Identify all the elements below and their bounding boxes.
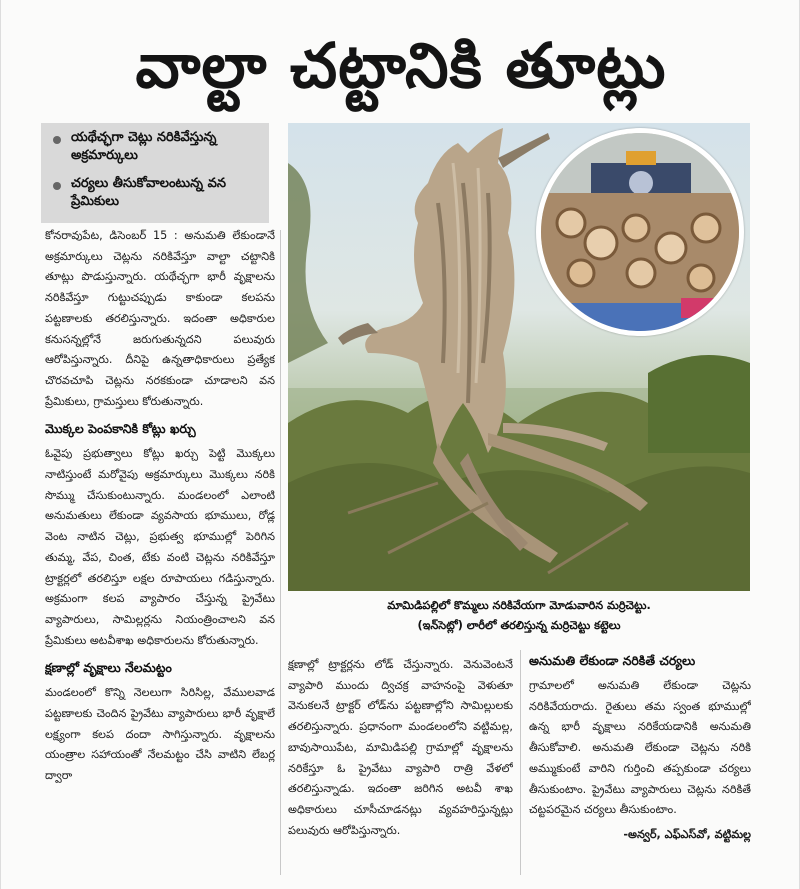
byline: -అన్వర్, ఎఫ్‌ఎస్‌వో, వట్టిమల్ల (623, 827, 751, 841)
column-divider (520, 650, 521, 875)
bullet-icon (53, 182, 61, 190)
caption-line: మామిడిపల్లిలో కొమ్మలు నరికివేయగా మోడువారిన మర్రిచెట్టు. (387, 599, 651, 612)
article-column-2 (288, 655, 513, 875)
section-body: గ్రామాలలో అనుమతి లేకుండా చెట్లను నరికివేయరాదు. రైతులు తమ స్వంత భూముల్లో ఉన్న భారీ వృక్షాలు నరికేయడానికి అనుమతి తీసుకోవాలి. అనుమతి లేకుండా చెట్లను నరికి అమ్ముకుంటే వారిని గుర్తించి తప్పకుండా చర్యలు తీసుకుంటాం. ప్రైవేటు వ్యాపారులు చెట్లను నరికితే చట్టపరమైన చర్యలు తీసుకుంటాం. (529, 679, 751, 817)
photo-caption (288, 596, 750, 636)
section-heading: అనుమతి లేకుండా నరికితే చర్యలు (529, 653, 696, 668)
logs-inset-photo (536, 128, 744, 336)
section-body: మండలంలో కొన్ని నెలలుగా సిరిసిల్ల, వేములవాడ పట్టణాలకు చెందిన ప్రైవేటు వ్యాపారులు భారీ వృక్షాలే లక్ష్యంగా కలప దందా సాగిస్తున్నారు. వృక్షాలను యంత్రాల సహాయంతో నేలమట్టం చేసి వాటిని లేబర్ల ద్వారా (45, 686, 275, 783)
column-divider (280, 230, 281, 875)
logs-illustration (541, 133, 739, 331)
bullet-icon (53, 136, 61, 144)
intro-paragraph: కోనరావుపేట, డిసెంబర్ 15 : అనుమతి లేకుండానే అక్రమార్కులు చెట్లను నరికివేస్తూ వాల్టా చట్టానికి తూట్లు పొడుస్తున్నారు. యథేచ్ఛగా భారీ వృక్షాలను నరికివేస్తూ గుట్టుచప్పుడు కాకుండా కలపను పట్టణాలకు తరలిస్తున్నారు. ఇదంతా అధికారుల కనుసన్నల్లోనే జరుగుతున్నదని పలువురు ఆరోపిస్తున్నారు. దీనిపై ఉన్నతాధికారులు ప్రత్యేక చొరవచూపి చెట్లను నరకకుండా చూడాలని వన ప్రేమికులు, గ్రామస్తులు కోరుతున్నారు. (45, 229, 275, 408)
section-heading: క్షణాల్లో వృక్షాలు నేలమట్టం (45, 660, 172, 676)
highlight-text: చర్యలు తీసుకోవాలంటున్న వన ప్రేమికులు (71, 176, 226, 209)
highlight-item (49, 129, 261, 165)
section-heading: మొక్కల పెంపకానికి కోట్లు ఖర్చు (45, 421, 196, 437)
highlight-text: యథేచ్ఛగా చెట్లు నరికివేస్తున్న అక్రమార్కులు (71, 130, 217, 163)
article-column-3 (529, 650, 751, 880)
headline: వాల్టా చట్టానికి తూట్లు (135, 29, 667, 102)
caption-line: (ఇన్‌సెట్లో) లారీలో తరలిస్తున్న మర్రిచెట్టు కట్టెలు (417, 619, 621, 632)
article-column-1 (45, 226, 275, 876)
section-body: ఓవైపు ప్రభుత్వాలు కోట్లు ఖర్చు పెట్టి మొక్కలు నాటిస్తుంటే మరోవైపు అక్రమార్కులు మొక్కలు నరికి సొమ్ము చేసుకుంటున్నారు. మండలంలో ఎలాంటి అనుమతులు లేకుండా వ్యవసాయ భూములు, రోడ్ల వెంట నాటిన చెట్లు, ప్రభుత్వ భూముల్లో పెరిగిన తుమ్మ, వేప, చింత, టేకు వంటి చెట్లను నరికివేస్తూ ట్రాక్టర్లలో తరలిస్తూ లక్షల రూపాయలు గడిస్తున్నారు. అక్రమంగా కలప వ్యాపారం చేస్తున్న ప్రైవేటు వ్యాపారులు, సామిల్లర్లను నియంత్రించాలని వన ప్రేమికులు అటవీశాఖ అధికారులను కోరుతున్నారు. (45, 447, 275, 647)
continuation-paragraph: క్షణాల్లో ట్రాక్టర్లను లోడ్ చేస్తున్నారు. వెనువెంటనే వ్యాపారి ముందు ద్విచక్ర వాహనంపై వెళుతూ వెనుకలనే ట్రాక్టర్ లోడ్‌ను పట్టణాల్లోని సామిల్లులకు తరలిస్తున్నారు. ప్రధానంగా మండలంలోని వట్టిమల్ల, బావుసాయిపేట, మామిడిపల్లి గ్రామాల్లో వృక్షాలను నరికేస్తూ ఓ ప్రైవేటు వ్యాపారి రాత్రి వేళలో తరలిస్తున్నాడు. ఇదంతా జరిగిన అటవీ శాఖ అధికారులు చూసీచూడనట్లు వ్యవహరిస్తున్నట్లు పలువురు ఆరోపిస్తున్నారు. (288, 658, 513, 837)
highlights-box (41, 123, 269, 223)
highlight-item (49, 175, 261, 211)
